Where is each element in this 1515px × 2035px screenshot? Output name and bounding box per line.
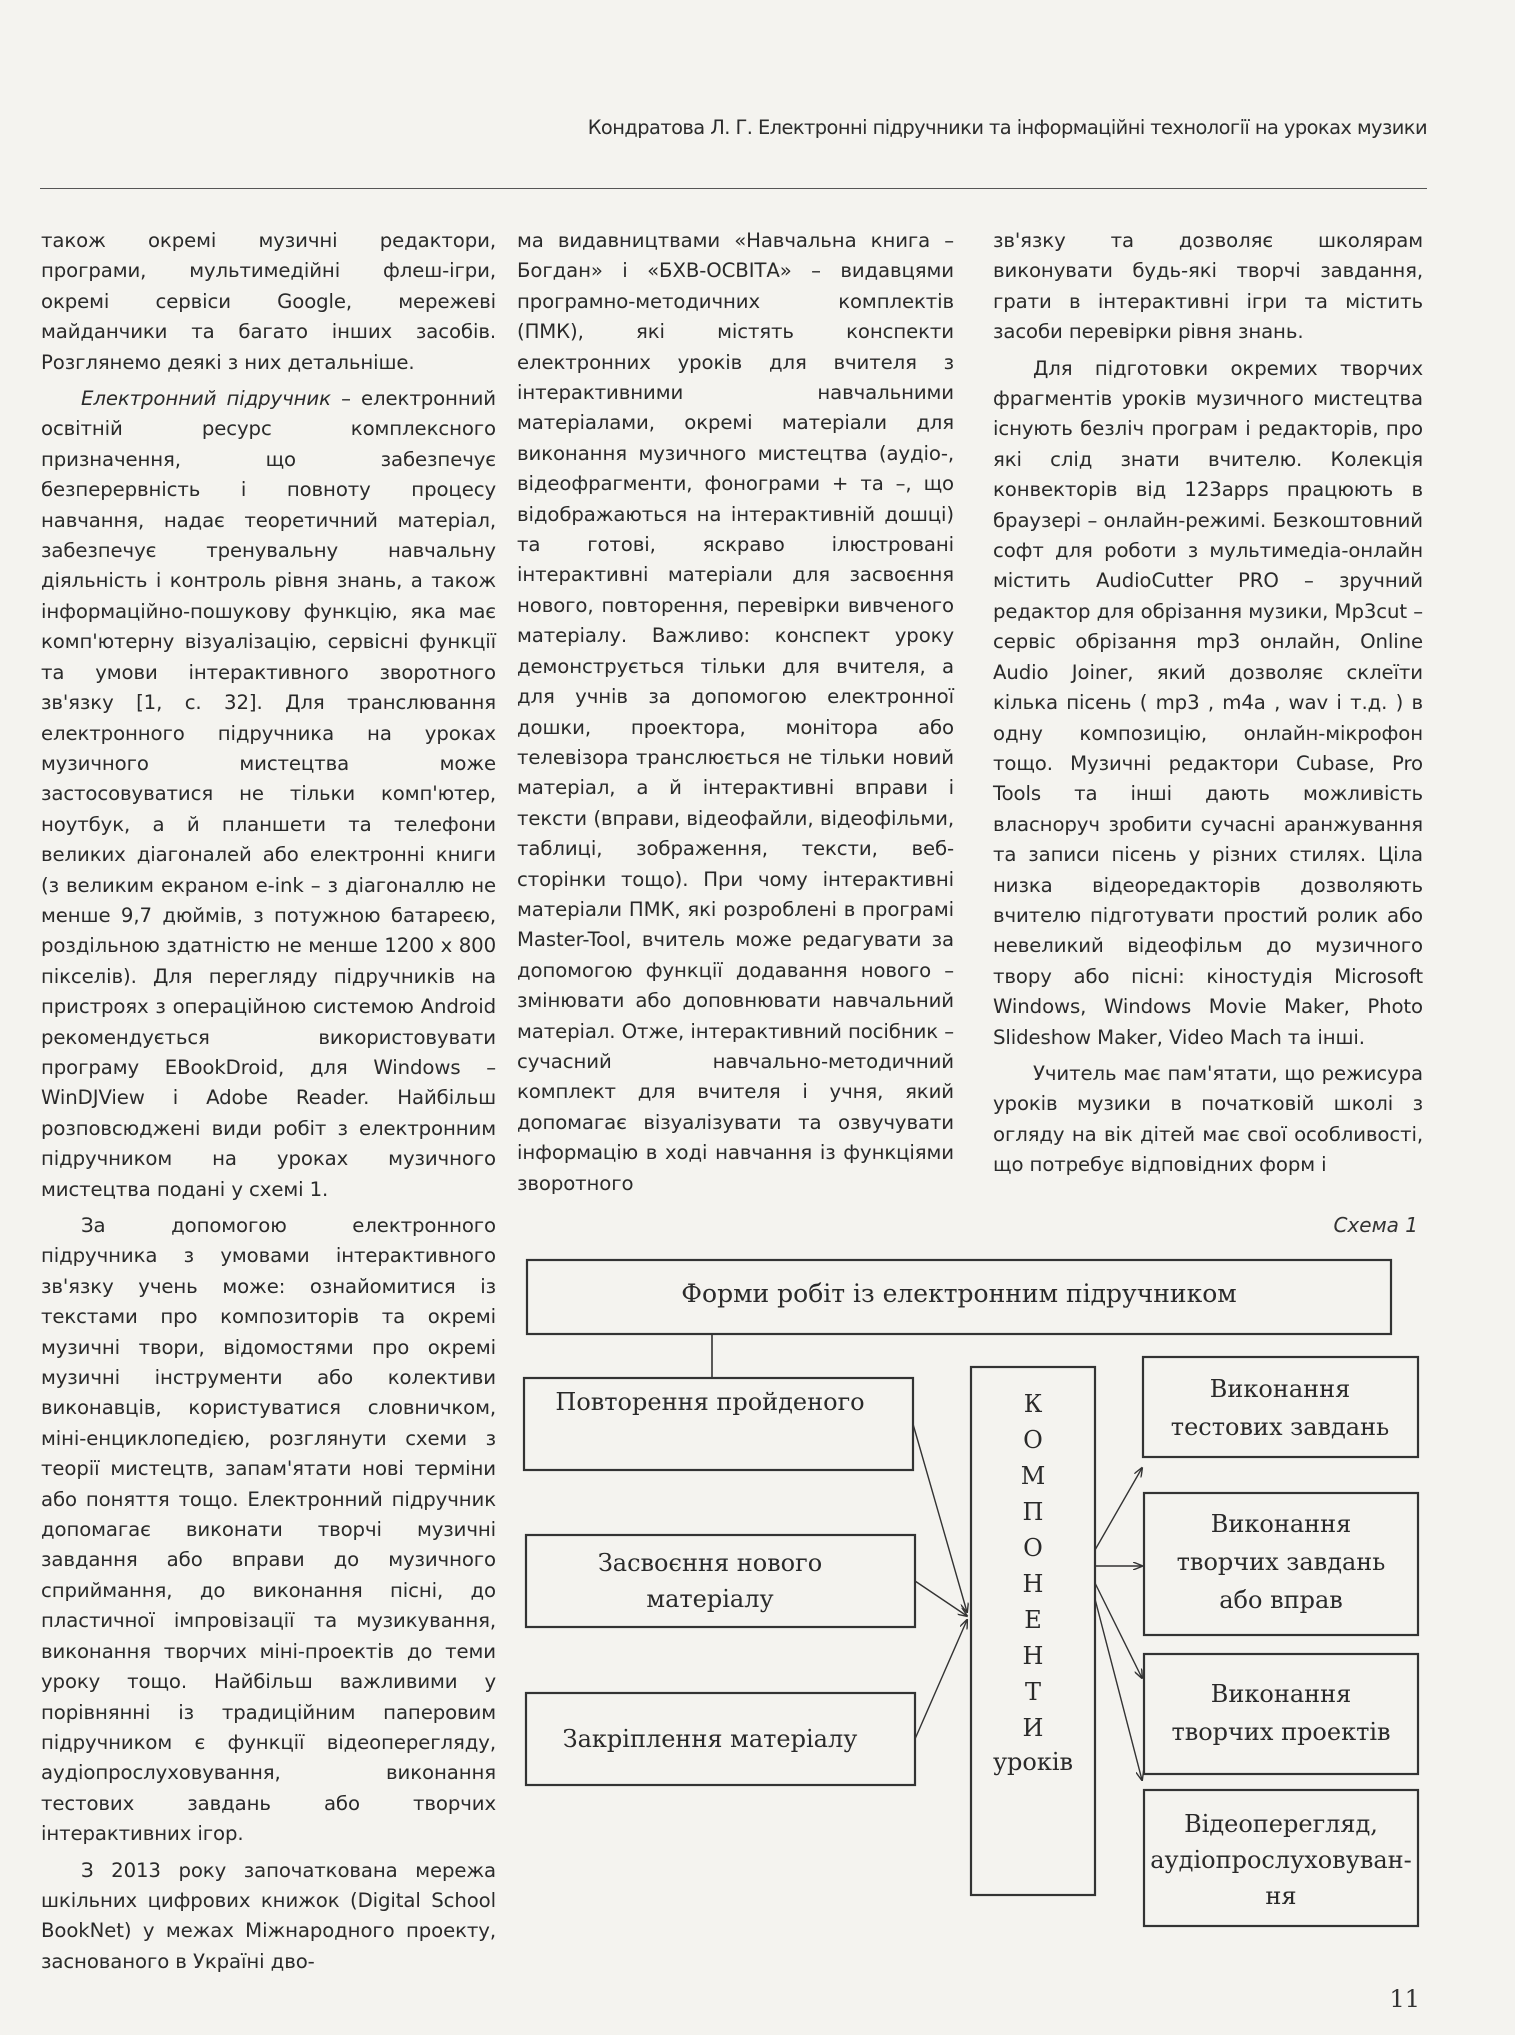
text-column-2 — [517, 226, 954, 1199]
scheme-title: Форми робіт із електронним підручником — [681, 1279, 1237, 1308]
scheme-diagram — [510, 1250, 1430, 1940]
box-creative-tasks-line1: Виконання — [1210, 1510, 1352, 1538]
lesson-components-letter: Е — [1024, 1606, 1042, 1634]
paragraph: ма видавництвами «Навчальна книга – Богдан» і «БХВ-ОСВІТА» – видавцями програмно-методичних комплектів (ПМК), які містять конспекти електронних уроків для вчителя з інтерактивними навчальними матеріалами, окремі матеріали для виконання музичного мистецтва (аудіо-, відеофрагменти, фонограми + та –, що відображаються на інтерактивній дошці) та готові, яскраво ілюстровані інтерактивні матеріали для засвоєння нового, повторення, перевірки вивченого матеріалу. Важливо: конспект уроку демонструється тільки для вчителя, а для учнів за допомогою електронної дошки, проектора, монітора або телевізора транслюється не тільки новий матеріал, а й інтерактивні вправи і тексти (вправи, відеофайли, відеофільми, таблиці, зображення, тексти, веб-сторінки тощо). При чому інтерактивні матеріали ПМК, які розроблені в програмі Master-Tool, вчитель може редагувати за допомогою функції додавання нового – змінювати або доповнювати навчальний матеріал. Отже, інтерактивний посібник – сучасний навчально-методичний комплект для вчителя і учня, який допомагає візуалізувати та озвучувати інформацію в ході навчання із функціями зворотного — [517, 229, 954, 1195]
running-header: Кондратова Л. Г. Електронні підручники та інформаційні технології на уроках музики — [587, 116, 1427, 139]
paragraph-definition — [41, 384, 496, 1205]
box-video-audio-line3: ня — [1265, 1882, 1297, 1910]
box-creative-projects — [1144, 1654, 1418, 1774]
paragraph: зв'язку та дозволяє школярам виконувати будь-які творчі завдання, грати в інтерактивні ігри та містить засоби перевірки рівня знань. — [993, 229, 1423, 344]
page-number: 11 — [1389, 1985, 1420, 2013]
lesson-components-letter: О — [1023, 1534, 1043, 1562]
lesson-components-letter: М — [1020, 1462, 1046, 1490]
box-creative-tasks-line2: творчих завдань — [1176, 1548, 1386, 1576]
lesson-components-caption: уроків — [992, 1748, 1074, 1776]
paragraph: Для підготовки окремих творчих фрагментів уроків музичного мистецтва існують безліч програм і редакторів, про які слід знати вчителю. Колекція конвекторів від 123apps працюють в браузері – онлайн-режимі. Безкоштовний софт для роботи з мультимедіа-онлайн містить AudioCutter PRO – зручний редактор для обрізання музики, Mp3cut – сервіс обрізання mp3 онлайн, Online Audio Joiner, який дозволяє склеїти кілька пісень ( mp3 , m4a , wav і т.д. ) в одну композицію, онлайн-мікрофон тощо. Музичні редактори Cubase, Pro Tools та інші дають можливість власноруч зробити сучасні аранжування та записи пісень у різних стилях. Ціла низка відеоредакторів дозволяють вчителю підготувати простий ролик або невеликий відеофільм до музичного твору або пісні: кіностудія Microsoft Windows, Windows Movie Maker, Photo Slideshow Maker, Video Mach та інші. — [993, 356, 1423, 1049]
paragraph: Учитель має пам'ятати, що режисура уроків музики в початковій школі з огляду на вік дітей має свої особливості, що потребує відповідних форм і — [993, 1061, 1423, 1177]
paragraph: За допомогою електронного підручника з умовами інтерактивного зв'язку учень може: ознайомитися із текстами про композиторів та окремі музичні твори, відомостями про окремі музичні інструменти або колективи виконавців, користуватися словничком, міні-енциклопедією, розглянути схеми з теорії мистецтв, запам'ятати нові терміни або поняття тощо. Електронний підручник допомагає виконати творчі музичні завдання або вправи до музичного сприймання, до виконання пісні, до пластичної імпровізації та музикування, виконання творчих міні-проектів до теми уроку тощо. Найбільш важливими у порівнянні із традиційним паперовим підручником є функції відеоперегляду, аудіопрослуховування, виконання тестових завдань або творчих інтерактивних ігор. — [41, 1214, 496, 1846]
lesson-components-letter: Т — [1024, 1678, 1042, 1706]
box-creative-projects-line1: Виконання — [1210, 1680, 1352, 1708]
paragraph: також окремі музичні редактори, програми, мультимедійні флеш-ігри, окремі сервіси Google, мережеві майданчики та багато інших засобів. Розглянемо деякі з них детальніше. — [41, 229, 496, 374]
box-test-tasks-line1: Виконання — [1209, 1375, 1351, 1403]
box-repeat-text: Повторення пройденого — [555, 1388, 865, 1416]
text-column-3 — [993, 226, 1423, 1181]
scheme-label: Схема 1 — [1333, 1213, 1418, 1237]
box-creative-tasks-line3: або вправ — [1219, 1586, 1343, 1614]
box-consolidation-text: Закріплення матеріалу — [562, 1725, 858, 1753]
header-rule — [40, 188, 1427, 189]
lesson-components-letter: П — [1022, 1498, 1044, 1526]
box-new-material-line2: матеріалу — [646, 1585, 774, 1613]
lesson-components-letter: Н — [1022, 1570, 1044, 1598]
box-new-material-line1: Засвоєння нового — [597, 1549, 823, 1577]
lesson-components-letter: О — [1023, 1426, 1043, 1454]
box-test-tasks-line2: тестових завдань — [1170, 1413, 1390, 1441]
paragraph: З 2013 року започаткована мережа шкільних цифрових книжок (Digital School BookNet) у межах Міжнародного проекту, заснованого в Україні дво- — [41, 1858, 496, 1973]
box-video-audio-line2: аудіопрослуховуван- — [1150, 1846, 1412, 1874]
box-video-audio-line1: Відеоперегляд, — [1184, 1810, 1378, 1838]
term-ebook: Електронний підручник — [81, 387, 331, 411]
lesson-components-letter: К — [1023, 1390, 1043, 1418]
lesson-components-letters — [1021, 1390, 1046, 1742]
box-test-tasks — [1143, 1357, 1418, 1457]
definition-text: – електронний освітній ресурс комплексного призначення, що забезпечує безперервність і повноту процесу навчання, надає теоретичний матеріал, забезпечує тренувальну навчальну діяльність і контроль рівня знань, а також інформаційно-пошукову функцію, яка має комп'ютерну візуалізацію, сервісні функції та умови інтерактивного зворотного зв'язку [1, с. 32]. Для транслювання електронного підручника на уроках музичного мистецтва може застосовуватися не тільки комп'ютер, ноутбук, а й планшети та телефони великих діагоналей або електронні книги (з великим екраном e-ink – з діагоналлю не менше 9,7 дюймів, з потужною батареєю, роздільною здатністю не менше 1200 х 800 пікселів). Для перегляду підручників на пристроях з операційною системою Android рекомендується використовувати програму EBookDroid, для Windows – WinDJView і Adobe Reader. Найбільш розповсюджені види робіт з електронним підручником на уроках музичного мистецтва подані у схемі 1. — [41, 387, 496, 1201]
box-creative-projects-line2: творчих проектів — [1171, 1718, 1391, 1746]
text-column-1 — [41, 226, 496, 1977]
lesson-components-letter: И — [1022, 1714, 1044, 1742]
lesson-components-letter: Н — [1022, 1642, 1044, 1670]
